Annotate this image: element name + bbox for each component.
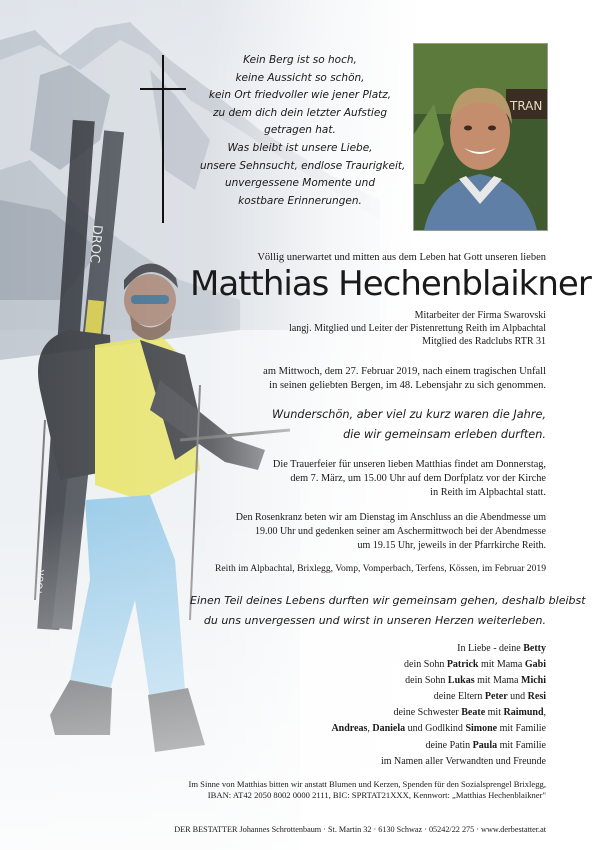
family-line-text: mit Mama (478, 659, 525, 671)
family-line (200, 738, 546, 754)
death-notice (200, 365, 546, 393)
poem-line: kostbare Erinnerungen. (238, 194, 362, 207)
places-date (200, 562, 546, 576)
donation-line: IBAN: AT42 2050 8002 0000 2111, BIC: SPRTAT21XXX, Kennwort: „Matthias Hechenblaikner" (207, 790, 546, 800)
family-list (200, 641, 546, 770)
portrait-photo (413, 43, 548, 231)
family-line (200, 689, 546, 705)
poem-line: unvergessene Momente und (225, 177, 375, 190)
family-line-text: deine Schwester (393, 707, 462, 719)
family-line-text: mit Familie (497, 723, 546, 735)
family-member-name: Daniela (372, 723, 406, 735)
family-line-text: im Namen aller Verwandten und Freunde (380, 755, 546, 767)
family-member-name: Lukas (447, 675, 475, 687)
funeral-line: dem 7. März, um 15.00 Uhr auf dem Dorfplatz vor der Kirche (290, 473, 546, 484)
role-line: Mitarbeiter der Firma Swarovski (414, 310, 546, 321)
family-line-text: deine Eltern (433, 691, 485, 703)
family-member-name: Raimund (503, 707, 544, 719)
quote-second (190, 591, 586, 631)
poem-line: kein Ort friedvoller wie jener Platz, (208, 89, 392, 102)
donation-note (140, 779, 546, 801)
family-line-text: deine Patin (425, 739, 473, 751)
funeral-line: in Reith im Alpbachtal statt. (430, 487, 546, 498)
family-line-text: mit Mama (474, 675, 521, 687)
rosary-line: 19.00 Uhr und gedenken seiner am Aschermittwoch bei der Abendmesse (254, 526, 546, 537)
family-line-text: , (367, 723, 373, 735)
quote-line: die wir gemeinsam erleben durften. (343, 428, 546, 441)
quote-line: du uns unvergessen und wirst in unseren Herzen weiterleben. (203, 614, 546, 627)
memorial-poem (200, 52, 406, 210)
family-member-name: Beate (461, 707, 486, 719)
funeral-line: Die Trauerfeier für unseren lieben Matthias findet am Donnerstag, (272, 459, 546, 470)
family-line-text: und (507, 691, 528, 703)
family-member-name: Resi (527, 691, 546, 703)
family-member-name: Gabi (524, 659, 546, 671)
family-line (200, 641, 546, 657)
quote-line: Wunderschön, aber viel zu kurz waren die Jahre, (271, 408, 546, 421)
rosary-line: um 19.15 Uhr, jeweils in der Pfarrkirche Reith. (357, 540, 546, 551)
family-line-text: , (543, 707, 546, 719)
family-line (200, 673, 546, 689)
family-line-text: und Godlkind (405, 723, 466, 735)
death-notice-line: in seinen geliebten Bergen, im 48. Lebensjahr zu sich genommen. (269, 380, 546, 391)
cross-symbol (140, 55, 186, 223)
family-line (200, 705, 546, 721)
poem-line: Kein Berg ist so hoch, (243, 54, 357, 66)
family-line (200, 754, 546, 770)
quote-first (190, 405, 546, 445)
roles-list (200, 309, 546, 348)
undertaker-footer: DER BESTATTER Johannes Schrottenbaum · St. Martin 32 · 6130 Schwaz · 05242/22 275 · www.derbestatter.at (174, 825, 546, 834)
portrait-sign-text: TRAN (510, 99, 543, 113)
family-line (200, 657, 546, 673)
poem-line: zu dem dich dein letzter Aufstieg (213, 106, 387, 119)
role-line: langj. Mitglied und Leiter der Pistenrettung Reith im Alpbachtal (289, 323, 546, 334)
funeral-info (200, 458, 546, 500)
poem-line: unsere Sehnsucht, endlose Traurigkeit, (200, 159, 406, 172)
family-member-name: Paula (472, 739, 498, 751)
family-line-text: mit Familie (497, 739, 546, 751)
poem-line: keine Aussicht so schön, (235, 71, 365, 84)
family-member-name: Simone (465, 723, 498, 735)
rosary-info (200, 511, 546, 553)
family-member-name: Michi (521, 675, 546, 687)
family-member-name: Patrick (446, 659, 479, 671)
donation-line: Im Sinne von Matthias bitten wir anstatt Blumen und Kerzen, Spenden für den Sozialsprengel Brixlegg, (188, 779, 546, 789)
family-line-text: mit (485, 707, 504, 719)
family-member-name: Peter (484, 691, 508, 703)
family-line-text: dein Sohn (404, 659, 447, 671)
family-line-text: dein Sohn (405, 675, 448, 687)
deceased-name: Matthias Hechenblaikner (190, 264, 591, 304)
intro-text: Völlig unerwartet und mitten aus dem Leben hat Gott unseren lieben (257, 252, 546, 263)
places-date-line: Reith im Alpbachtal, Brixlegg, Vomp, Vomperbach, Terfens, Kössen, im Februar 2019 (215, 563, 546, 574)
role-line: Mitglied des Radclubs RTR 31 (422, 336, 546, 347)
family-member-name: Andreas (331, 723, 368, 735)
family-member-name: Betty (523, 643, 546, 654)
family-line-text: In Liebe - deine (457, 643, 524, 654)
poem-line: getragen hat. (264, 124, 336, 137)
death-notice-line: am Mittwoch, dem 27. Februar 2019, nach einem tragischen Unfall (263, 366, 546, 377)
quote-line: Einen Teil deines Lebens durften wir gemeinsam gehen, deshalb bleibst (190, 594, 586, 607)
family-line (200, 721, 546, 737)
rosary-line: Den Rosenkranz beten wir am Dienstag im Anschluss an die Abendmesse um (235, 512, 546, 523)
poem-line: Was bleibt ist unsere Liebe, (227, 141, 373, 154)
